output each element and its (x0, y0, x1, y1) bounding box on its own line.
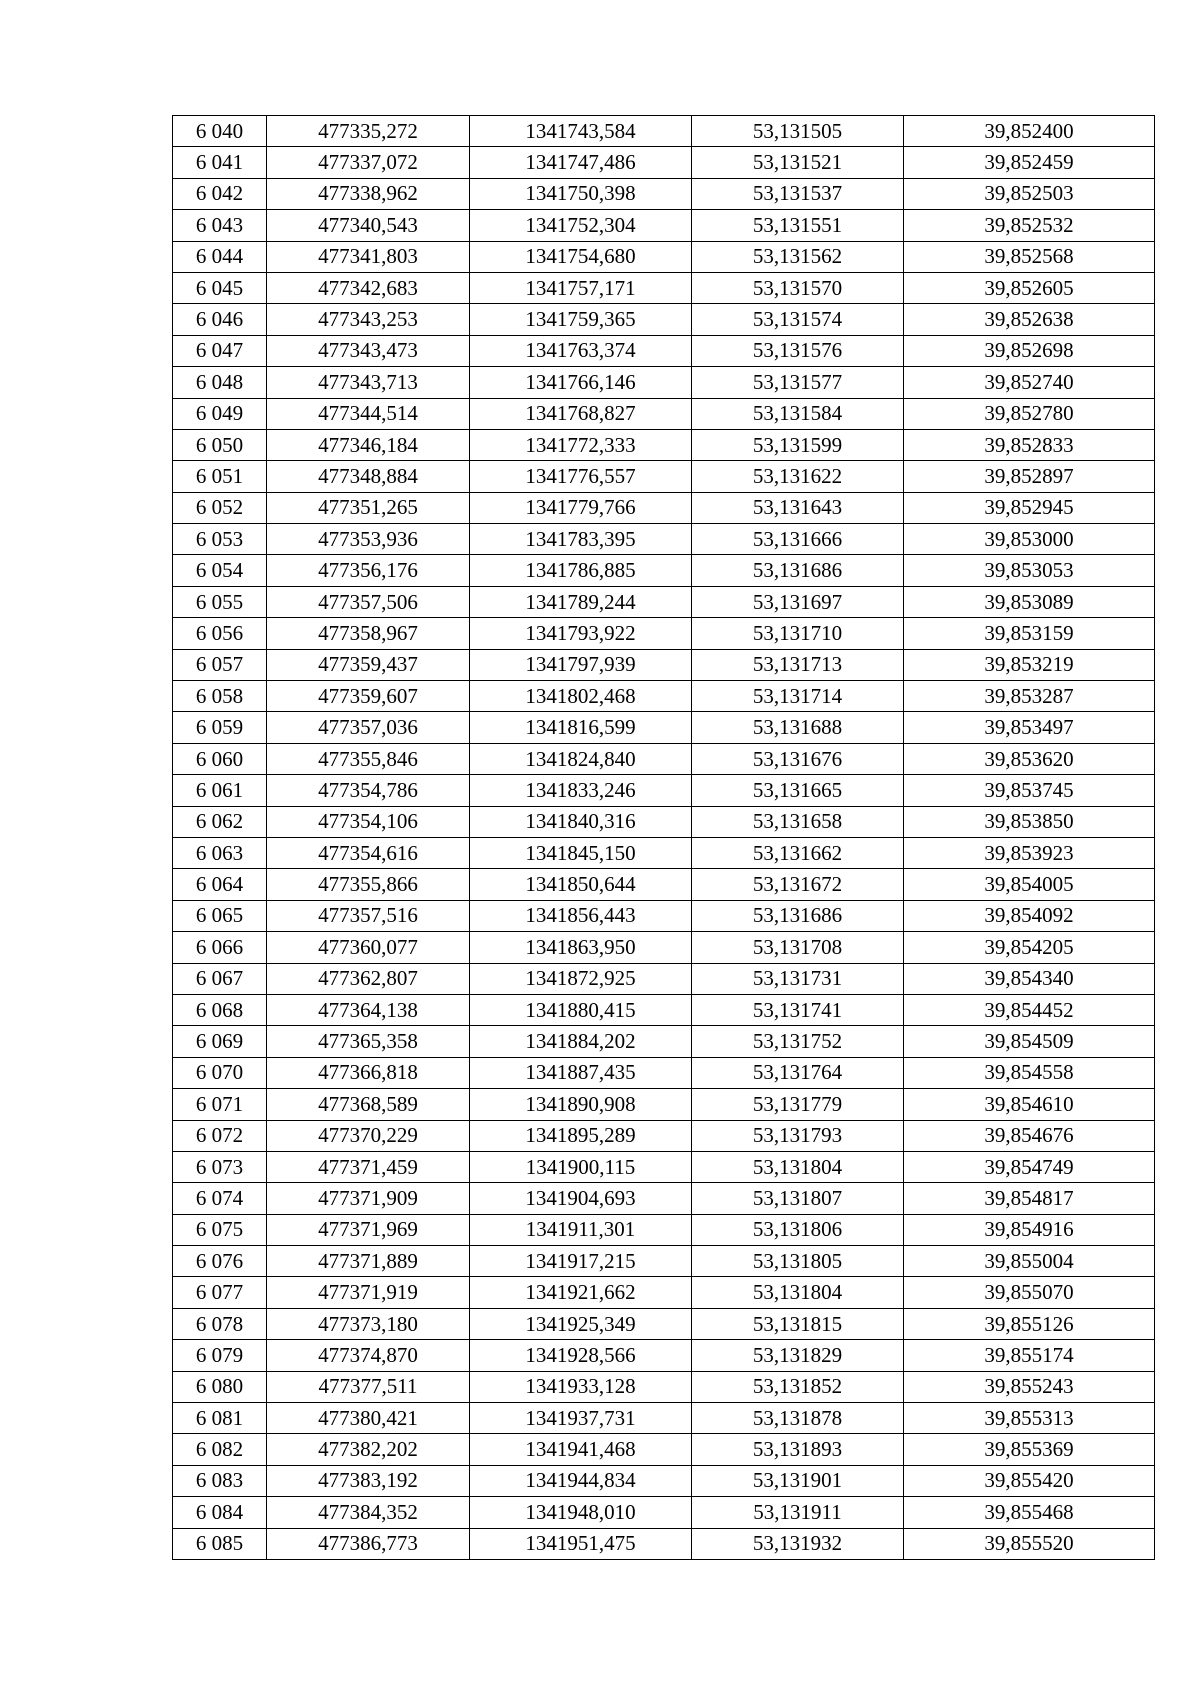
latitude-cell: 53,131731 (692, 963, 904, 994)
latitude-cell: 53,131829 (692, 1340, 904, 1371)
latitude-cell: 53,131911 (692, 1497, 904, 1528)
point-number-cell: 6 083 (173, 1465, 267, 1496)
y-coordinate-cell: 1341747,486 (470, 147, 692, 178)
longitude-cell: 39,855126 (904, 1308, 1155, 1339)
longitude-cell: 39,853850 (904, 806, 1155, 837)
y-coordinate-cell: 1341863,950 (470, 932, 692, 963)
point-number-cell: 6 049 (173, 398, 267, 429)
latitude-cell: 53,131779 (692, 1089, 904, 1120)
x-coordinate-cell: 477344,514 (267, 398, 470, 429)
longitude-cell: 39,852833 (904, 429, 1155, 460)
y-coordinate-cell: 1341904,693 (470, 1183, 692, 1214)
x-coordinate-cell: 477371,889 (267, 1246, 470, 1277)
table-row (173, 1026, 1155, 1057)
y-coordinate-cell: 1341895,289 (470, 1120, 692, 1151)
table-row (173, 241, 1155, 272)
table-row (173, 367, 1155, 398)
x-coordinate-cell: 477357,506 (267, 586, 470, 617)
point-number-cell: 6 063 (173, 837, 267, 868)
table-row (173, 1214, 1155, 1245)
y-coordinate-cell: 1341856,443 (470, 900, 692, 931)
point-number-cell: 6 073 (173, 1151, 267, 1182)
latitude-cell: 53,131686 (692, 900, 904, 931)
y-coordinate-cell: 1341840,316 (470, 806, 692, 837)
y-coordinate-cell: 1341789,244 (470, 586, 692, 617)
point-number-cell: 6 050 (173, 429, 267, 460)
longitude-cell: 39,853745 (904, 775, 1155, 806)
longitude-cell: 39,852503 (904, 178, 1155, 209)
point-number-cell: 6 075 (173, 1214, 267, 1245)
longitude-cell: 39,853287 (904, 681, 1155, 712)
latitude-cell: 53,131562 (692, 241, 904, 272)
x-coordinate-cell: 477370,229 (267, 1120, 470, 1151)
table-row (173, 272, 1155, 303)
x-coordinate-cell: 477346,184 (267, 429, 470, 460)
latitude-cell: 53,131584 (692, 398, 904, 429)
y-coordinate-cell: 1341763,374 (470, 335, 692, 366)
longitude-cell: 39,854452 (904, 994, 1155, 1025)
latitude-cell: 53,131688 (692, 712, 904, 743)
table-row (173, 932, 1155, 963)
latitude-cell: 53,131710 (692, 618, 904, 649)
longitude-cell: 39,854340 (904, 963, 1155, 994)
point-number-cell: 6 051 (173, 461, 267, 492)
longitude-cell: 39,852532 (904, 210, 1155, 241)
x-coordinate-cell: 477343,253 (267, 304, 470, 335)
latitude-cell: 53,131537 (692, 178, 904, 209)
point-number-cell: 6 067 (173, 963, 267, 994)
x-coordinate-cell: 477354,616 (267, 837, 470, 868)
y-coordinate-cell: 1341786,885 (470, 555, 692, 586)
latitude-cell: 53,131804 (692, 1277, 904, 1308)
x-coordinate-cell: 477371,969 (267, 1214, 470, 1245)
x-coordinate-cell: 477358,967 (267, 618, 470, 649)
longitude-cell: 39,852638 (904, 304, 1155, 335)
y-coordinate-cell: 1341845,150 (470, 837, 692, 868)
x-coordinate-cell: 477343,713 (267, 367, 470, 398)
latitude-cell: 53,131577 (692, 367, 904, 398)
longitude-cell: 39,854916 (904, 1214, 1155, 1245)
point-number-cell: 6 047 (173, 335, 267, 366)
table-row (173, 1497, 1155, 1528)
table-row (173, 304, 1155, 335)
latitude-cell: 53,131815 (692, 1308, 904, 1339)
x-coordinate-cell: 477365,358 (267, 1026, 470, 1057)
table-row (173, 900, 1155, 931)
table-row (173, 178, 1155, 209)
longitude-cell: 39,853089 (904, 586, 1155, 617)
latitude-cell: 53,131901 (692, 1465, 904, 1496)
longitude-cell: 39,854817 (904, 1183, 1155, 1214)
point-number-cell: 6 054 (173, 555, 267, 586)
y-coordinate-cell: 1341772,333 (470, 429, 692, 460)
x-coordinate-cell: 477371,459 (267, 1151, 470, 1182)
latitude-cell: 53,131576 (692, 335, 904, 366)
longitude-cell: 39,852459 (904, 147, 1155, 178)
point-number-cell: 6 044 (173, 241, 267, 272)
y-coordinate-cell: 1341887,435 (470, 1057, 692, 1088)
point-number-cell: 6 062 (173, 806, 267, 837)
table-row (173, 1340, 1155, 1371)
latitude-cell: 53,131714 (692, 681, 904, 712)
y-coordinate-cell: 1341797,939 (470, 649, 692, 680)
latitude-cell: 53,131878 (692, 1403, 904, 1434)
latitude-cell: 53,131672 (692, 869, 904, 900)
x-coordinate-cell: 477377,511 (267, 1371, 470, 1402)
table-row (173, 618, 1155, 649)
y-coordinate-cell: 1341925,349 (470, 1308, 692, 1339)
y-coordinate-cell: 1341941,468 (470, 1434, 692, 1465)
latitude-cell: 53,131599 (692, 429, 904, 460)
y-coordinate-cell: 1341783,395 (470, 524, 692, 555)
point-number-cell: 6 074 (173, 1183, 267, 1214)
table-row (173, 398, 1155, 429)
point-number-cell: 6 045 (173, 272, 267, 303)
table-row (173, 1528, 1155, 1559)
y-coordinate-cell: 1341872,925 (470, 963, 692, 994)
y-coordinate-cell: 1341793,922 (470, 618, 692, 649)
x-coordinate-cell: 477343,473 (267, 335, 470, 366)
latitude-cell: 53,131662 (692, 837, 904, 868)
table-row (173, 429, 1155, 460)
table-row (173, 712, 1155, 743)
x-coordinate-cell: 477351,265 (267, 492, 470, 523)
longitude-cell: 39,854749 (904, 1151, 1155, 1182)
x-coordinate-cell: 477359,437 (267, 649, 470, 680)
y-coordinate-cell: 1341850,644 (470, 869, 692, 900)
latitude-cell: 53,131570 (692, 272, 904, 303)
x-coordinate-cell: 477371,919 (267, 1277, 470, 1308)
table-row (173, 492, 1155, 523)
longitude-cell: 39,855468 (904, 1497, 1155, 1528)
table-row (173, 1403, 1155, 1434)
point-number-cell: 6 040 (173, 116, 267, 147)
longitude-cell: 39,855520 (904, 1528, 1155, 1559)
point-number-cell: 6 064 (173, 869, 267, 900)
point-number-cell: 6 042 (173, 178, 267, 209)
x-coordinate-cell: 477348,884 (267, 461, 470, 492)
latitude-cell: 53,131806 (692, 1214, 904, 1245)
x-coordinate-cell: 477340,543 (267, 210, 470, 241)
latitude-cell: 53,131764 (692, 1057, 904, 1088)
point-number-cell: 6 078 (173, 1308, 267, 1339)
longitude-cell: 39,852568 (904, 241, 1155, 272)
table-row (173, 1151, 1155, 1182)
x-coordinate-cell: 477335,272 (267, 116, 470, 147)
y-coordinate-cell: 1341937,731 (470, 1403, 692, 1434)
longitude-cell: 39,854205 (904, 932, 1155, 963)
table-row (173, 1465, 1155, 1496)
latitude-cell: 53,131708 (692, 932, 904, 963)
point-number-cell: 6 071 (173, 1089, 267, 1120)
table-row (173, 1434, 1155, 1465)
y-coordinate-cell: 1341750,398 (470, 178, 692, 209)
x-coordinate-cell: 477357,036 (267, 712, 470, 743)
point-number-cell: 6 043 (173, 210, 267, 241)
y-coordinate-cell: 1341880,415 (470, 994, 692, 1025)
point-number-cell: 6 080 (173, 1371, 267, 1402)
point-number-cell: 6 072 (173, 1120, 267, 1151)
x-coordinate-cell: 477341,803 (267, 241, 470, 272)
y-coordinate-cell: 1341752,304 (470, 210, 692, 241)
table-row (173, 555, 1155, 586)
y-coordinate-cell: 1341754,680 (470, 241, 692, 272)
point-number-cell: 6 048 (173, 367, 267, 398)
latitude-cell: 53,131551 (692, 210, 904, 241)
x-coordinate-cell: 477355,846 (267, 743, 470, 774)
x-coordinate-cell: 477373,180 (267, 1308, 470, 1339)
x-coordinate-cell: 477371,909 (267, 1183, 470, 1214)
y-coordinate-cell: 1341824,840 (470, 743, 692, 774)
longitude-cell: 39,853219 (904, 649, 1155, 680)
table-row (173, 116, 1155, 147)
point-number-cell: 6 068 (173, 994, 267, 1025)
longitude-cell: 39,852605 (904, 272, 1155, 303)
point-number-cell: 6 053 (173, 524, 267, 555)
table-row (173, 335, 1155, 366)
latitude-cell: 53,131505 (692, 116, 904, 147)
x-coordinate-cell: 477364,138 (267, 994, 470, 1025)
x-coordinate-cell: 477354,106 (267, 806, 470, 837)
table-row (173, 775, 1155, 806)
x-coordinate-cell: 477382,202 (267, 1434, 470, 1465)
longitude-cell: 39,855243 (904, 1371, 1155, 1402)
point-number-cell: 6 085 (173, 1528, 267, 1559)
longitude-cell: 39,854558 (904, 1057, 1155, 1088)
longitude-cell: 39,854509 (904, 1026, 1155, 1057)
latitude-cell: 53,131622 (692, 461, 904, 492)
latitude-cell: 53,131713 (692, 649, 904, 680)
table-row (173, 1246, 1155, 1277)
table-row (173, 649, 1155, 680)
table-row (173, 461, 1155, 492)
table-row (173, 963, 1155, 994)
longitude-cell: 39,853620 (904, 743, 1155, 774)
x-coordinate-cell: 477368,589 (267, 1089, 470, 1120)
point-number-cell: 6 079 (173, 1340, 267, 1371)
y-coordinate-cell: 1341933,128 (470, 1371, 692, 1402)
x-coordinate-cell: 477337,072 (267, 147, 470, 178)
latitude-cell: 53,131793 (692, 1120, 904, 1151)
table-row (173, 524, 1155, 555)
latitude-cell: 53,131521 (692, 147, 904, 178)
longitude-cell: 39,855313 (904, 1403, 1155, 1434)
table-row (173, 1308, 1155, 1339)
table-row (173, 147, 1155, 178)
longitude-cell: 39,854676 (904, 1120, 1155, 1151)
point-number-cell: 6 046 (173, 304, 267, 335)
point-number-cell: 6 058 (173, 681, 267, 712)
y-coordinate-cell: 1341921,662 (470, 1277, 692, 1308)
x-coordinate-cell: 477359,607 (267, 681, 470, 712)
latitude-cell: 53,131574 (692, 304, 904, 335)
longitude-cell: 39,853053 (904, 555, 1155, 586)
latitude-cell: 53,131676 (692, 743, 904, 774)
longitude-cell: 39,854610 (904, 1089, 1155, 1120)
latitude-cell: 53,131658 (692, 806, 904, 837)
latitude-cell: 53,131893 (692, 1434, 904, 1465)
point-number-cell: 6 057 (173, 649, 267, 680)
table-row (173, 1057, 1155, 1088)
latitude-cell: 53,131807 (692, 1183, 904, 1214)
x-coordinate-cell: 477360,077 (267, 932, 470, 963)
y-coordinate-cell: 1341944,834 (470, 1465, 692, 1496)
x-coordinate-cell: 477342,683 (267, 272, 470, 303)
table-row (173, 681, 1155, 712)
latitude-cell: 53,131665 (692, 775, 904, 806)
y-coordinate-cell: 1341802,468 (470, 681, 692, 712)
x-coordinate-cell: 477362,807 (267, 963, 470, 994)
y-coordinate-cell: 1341816,599 (470, 712, 692, 743)
point-number-cell: 6 061 (173, 775, 267, 806)
y-coordinate-cell: 1341928,566 (470, 1340, 692, 1371)
y-coordinate-cell: 1341884,202 (470, 1026, 692, 1057)
point-number-cell: 6 060 (173, 743, 267, 774)
table-row (173, 1371, 1155, 1402)
x-coordinate-cell: 477383,192 (267, 1465, 470, 1496)
x-coordinate-cell: 477366,818 (267, 1057, 470, 1088)
latitude-cell: 53,131686 (692, 555, 904, 586)
longitude-cell: 39,855174 (904, 1340, 1155, 1371)
longitude-cell: 39,854005 (904, 869, 1155, 900)
x-coordinate-cell: 477353,936 (267, 524, 470, 555)
latitude-cell: 53,131643 (692, 492, 904, 523)
longitude-cell: 39,853000 (904, 524, 1155, 555)
point-number-cell: 6 069 (173, 1026, 267, 1057)
y-coordinate-cell: 1341900,115 (470, 1151, 692, 1182)
x-coordinate-cell: 477338,962 (267, 178, 470, 209)
table-row (173, 1183, 1155, 1214)
latitude-cell: 53,131805 (692, 1246, 904, 1277)
x-coordinate-cell: 477384,352 (267, 1497, 470, 1528)
longitude-cell: 39,855070 (904, 1277, 1155, 1308)
table-row (173, 1277, 1155, 1308)
point-number-cell: 6 081 (173, 1403, 267, 1434)
point-number-cell: 6 070 (173, 1057, 267, 1088)
longitude-cell: 39,853497 (904, 712, 1155, 743)
latitude-cell: 53,131741 (692, 994, 904, 1025)
table-row (173, 210, 1155, 241)
y-coordinate-cell: 1341779,766 (470, 492, 692, 523)
longitude-cell: 39,853159 (904, 618, 1155, 649)
table-row (173, 586, 1155, 617)
longitude-cell: 39,855420 (904, 1465, 1155, 1496)
y-coordinate-cell: 1341890,908 (470, 1089, 692, 1120)
table-row (173, 837, 1155, 868)
x-coordinate-cell: 477374,870 (267, 1340, 470, 1371)
longitude-cell: 39,852740 (904, 367, 1155, 398)
point-number-cell: 6 065 (173, 900, 267, 931)
point-number-cell: 6 041 (173, 147, 267, 178)
longitude-cell: 39,854092 (904, 900, 1155, 931)
table-row (173, 994, 1155, 1025)
table-row (173, 743, 1155, 774)
coordinates-table-body (173, 116, 1155, 1560)
table-row (173, 1089, 1155, 1120)
x-coordinate-cell: 477357,516 (267, 900, 470, 931)
point-number-cell: 6 052 (173, 492, 267, 523)
x-coordinate-cell: 477354,786 (267, 775, 470, 806)
longitude-cell: 39,852780 (904, 398, 1155, 429)
latitude-cell: 53,131932 (692, 1528, 904, 1559)
x-coordinate-cell: 477356,176 (267, 555, 470, 586)
longitude-cell: 39,852897 (904, 461, 1155, 492)
longitude-cell: 39,853923 (904, 837, 1155, 868)
table-row (173, 869, 1155, 900)
point-number-cell: 6 084 (173, 1497, 267, 1528)
point-number-cell: 6 059 (173, 712, 267, 743)
y-coordinate-cell: 1341833,246 (470, 775, 692, 806)
point-number-cell: 6 056 (173, 618, 267, 649)
point-number-cell: 6 077 (173, 1277, 267, 1308)
y-coordinate-cell: 1341759,365 (470, 304, 692, 335)
point-number-cell: 6 076 (173, 1246, 267, 1277)
latitude-cell: 53,131852 (692, 1371, 904, 1402)
longitude-cell: 39,852400 (904, 116, 1155, 147)
y-coordinate-cell: 1341768,827 (470, 398, 692, 429)
y-coordinate-cell: 1341757,171 (470, 272, 692, 303)
point-number-cell: 6 066 (173, 932, 267, 963)
latitude-cell: 53,131752 (692, 1026, 904, 1057)
table-row (173, 806, 1155, 837)
coordinates-table (172, 115, 1155, 1560)
latitude-cell: 53,131697 (692, 586, 904, 617)
y-coordinate-cell: 1341743,584 (470, 116, 692, 147)
table-row (173, 1120, 1155, 1151)
x-coordinate-cell: 477380,421 (267, 1403, 470, 1434)
longitude-cell: 39,855004 (904, 1246, 1155, 1277)
x-coordinate-cell: 477386,773 (267, 1528, 470, 1559)
y-coordinate-cell: 1341948,010 (470, 1497, 692, 1528)
y-coordinate-cell: 1341917,215 (470, 1246, 692, 1277)
y-coordinate-cell: 1341911,301 (470, 1214, 692, 1245)
longitude-cell: 39,855369 (904, 1434, 1155, 1465)
y-coordinate-cell: 1341951,475 (470, 1528, 692, 1559)
y-coordinate-cell: 1341766,146 (470, 367, 692, 398)
longitude-cell: 39,852945 (904, 492, 1155, 523)
latitude-cell: 53,131804 (692, 1151, 904, 1182)
longitude-cell: 39,852698 (904, 335, 1155, 366)
y-coordinate-cell: 1341776,557 (470, 461, 692, 492)
point-number-cell: 6 082 (173, 1434, 267, 1465)
x-coordinate-cell: 477355,866 (267, 869, 470, 900)
point-number-cell: 6 055 (173, 586, 267, 617)
latitude-cell: 53,131666 (692, 524, 904, 555)
